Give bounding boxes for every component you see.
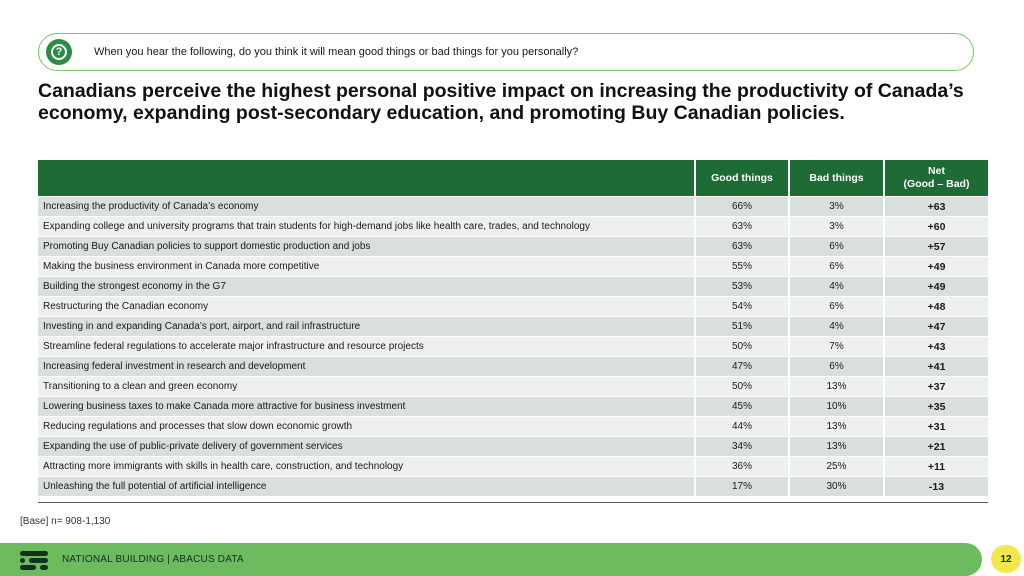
header-net [884,160,988,197]
footer-bar [0,543,982,576]
row-item: Increasing federal investment in research and development [38,357,695,377]
row-item: Unleashing the full potential of artificial intelligence [38,477,695,497]
table-row [38,417,988,437]
footer-text: NATIONAL BUILDING | ABACUS DATA [62,554,244,565]
question-text: When you hear the following, do you think it will mean good things or bad things for you personally? [94,46,579,58]
table-row [38,297,988,317]
row-item: Transitioning to a clean and green economy [38,377,695,397]
row-net: +21 [884,437,988,457]
table-row [38,397,988,417]
row-item: Lowering business taxes to make Canada more attractive for business investment [38,397,695,417]
row-bad: 13% [789,417,884,437]
table-row [38,237,988,257]
table-row [38,257,988,277]
page-title: Canadians perceive the highest personal positive impact on increasing the productivity of Canada’s economy, expanding post-secondary education, and promoting Buy Canadian policies. [38,80,964,124]
row-good: 53% [695,277,789,297]
row-good: 63% [695,217,789,237]
row-good: 54% [695,297,789,317]
row-bad: 6% [789,237,884,257]
row-good: 66% [695,197,789,217]
table-row [38,337,988,357]
row-item: Investing in and expanding Canada’s port, airport, and rail infrastructure [38,317,695,337]
table-bottom-divider [38,502,988,503]
row-item: Promoting Buy Canadian policies to support domestic production and jobs [38,237,695,257]
results-table [38,160,988,496]
row-item: Streamline federal regulations to accelerate major infrastructure and resource projects [38,337,695,357]
question-circle-icon: ? [46,39,72,65]
row-item: Expanding college and university programs that train students for high-demand jobs like health care, trades, and technology [38,217,695,237]
row-good: 36% [695,457,789,477]
row-good: 51% [695,317,789,337]
row-net: +43 [884,337,988,357]
row-net: +49 [884,257,988,277]
row-good: 50% [695,377,789,397]
table-row [38,377,988,397]
row-net: +41 [884,357,988,377]
row-bad: 3% [789,217,884,237]
row-net: +49 [884,277,988,297]
row-bad: 25% [789,457,884,477]
row-item: Expanding the use of public-private delivery of government services [38,437,695,457]
row-good: 50% [695,337,789,357]
table-row [38,477,988,497]
header-item [38,160,695,197]
row-net: +11 [884,457,988,477]
row-net: +35 [884,397,988,417]
row-net: -13 [884,477,988,497]
page-number: 12 [991,545,1021,573]
row-bad: 6% [789,257,884,277]
row-bad: 10% [789,397,884,417]
table-row [38,317,988,337]
header-net-line2: (Good – Bad) [903,178,970,190]
row-net: +57 [884,237,988,257]
header-good: Good things [695,160,789,197]
row-item: Making the business environment in Canada more competitive [38,257,695,277]
row-item: Restructuring the Canadian economy [38,297,695,317]
row-good: 44% [695,417,789,437]
row-good: 47% [695,357,789,377]
row-good: 17% [695,477,789,497]
row-bad: 6% [789,357,884,377]
row-item: Building the strongest economy in the G7 [38,277,695,297]
row-bad: 7% [789,337,884,357]
header-net-line1: Net [928,165,945,177]
row-good: 55% [695,257,789,277]
row-net: +31 [884,417,988,437]
table-header-row [38,160,988,197]
row-bad: 4% [789,277,884,297]
row-item: Attracting more immigrants with skills in health care, construction, and technology [38,457,695,477]
table-row [38,197,988,217]
table-row [38,437,988,457]
row-item: Reducing regulations and processes that slow down economic growth [38,417,695,437]
row-net: +48 [884,297,988,317]
abacus-logo-icon [20,551,48,569]
row-bad: 3% [789,197,884,217]
row-good: 63% [695,237,789,257]
row-item: Increasing the productivity of Canada’s economy [38,197,695,217]
row-bad: 6% [789,297,884,317]
row-bad: 13% [789,377,884,397]
row-bad: 30% [789,477,884,497]
table-row [38,277,988,297]
row-good: 45% [695,397,789,417]
question-banner [38,33,974,71]
row-net: +47 [884,317,988,337]
row-net: +37 [884,377,988,397]
table-row [38,217,988,237]
row-bad: 4% [789,317,884,337]
table-row [38,457,988,477]
row-bad: 13% [789,437,884,457]
row-good: 34% [695,437,789,457]
header-bad: Bad things [789,160,884,197]
row-net: +63 [884,197,988,217]
table-row [38,357,988,377]
base-note: [Base] n= 908-1,130 [20,516,111,527]
row-net: +60 [884,217,988,237]
